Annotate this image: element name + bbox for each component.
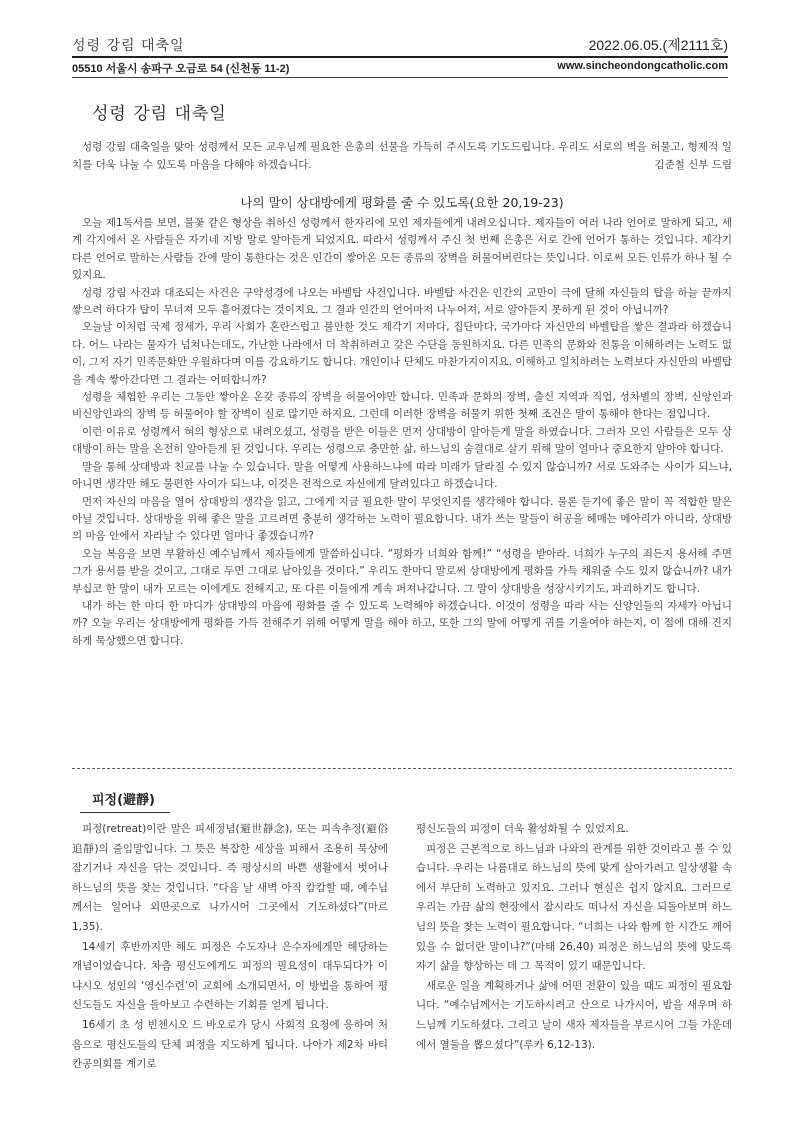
section-paragraph: 새로운 일을 계획하거나 삶에 어떤 전환이 있을 때도 피정이 필요합니다. “예수님께서는 기도하시려고 산으로 나가시어, 밤을 새우며 하느님께 기도하셨다. 그리고 날이 새자 제자들을 부르시어 그들 가운데에서 열둘을 뽑으셨다”(루카 6,12-13). xyxy=(416,979,732,1051)
sermon-paragraph: 오늘날 이처럼 국제 정세가, 우리 사회가 혼란스럽고 불안한 것도 제각기 저마다, 집단마다, 국가마다 자신만의 바벨탑을 쌓은 결과라 하겠습니다. 어느 나라는 물자가 넘쳐나는데도, 가난한 나라에서 더 착취하려고 갖은 수단을 동원하지요. 다른 민족의 문화와 전통을 이해하려는 노력도 없이, 그저 자기 민족문화만 우월하다며 이를 강요하기도 합니다. 개인이나 단체도 마찬가지이지요. 이해하고 일치하려는 노력보다 자신만의 바벨탑을 계속 쌓아간다면 그 결과는 어떠합니까? xyxy=(72,321,732,386)
sermon-paragraph: 오늘 제1독서를 보면, 불꽃 같은 형상을 취하신 성령께서 한자리에 모인 제자들에게 내려오십니다. 제자들이 여러 나라 언어로 말하게 되고, 세계 각지에서 온 사람들은 자기네 지방 말로 알아듣게 되었지요. 따라서 성령께서 주신 첫 번째 은총은 서로 간에 언어가 통하는 것입니다. 제각기 다른 언어로 말하는 사람들 간에 말이 통한다는 것은 인간이 쌓아온 모든 종류의 장벽을 허물어버린다는 뜻입니다. 이로써 모든 인류가 하나 될 수 있지요. xyxy=(72,217,732,282)
section-column-left xyxy=(72,820,388,1075)
intro-signature: 김준철 신부 드림 xyxy=(654,159,732,171)
sermon-paragraph: 먼저 자신의 마음을 열어 상대방의 생각을 읽고, 그에게 지금 필요한 말이 무엇인지를 생각해야 합니다. 물론 듣기에 좋은 말이 꼭 적합한 말은 아닐 것입니다. 상대방을 위해 좋은 말을 고르려면 충분히 생각하는 노력이 필요합니다. 내가 쓰는 말들이 허공을 헤매는 메아리가 아니라, 상대방의 마음 안에서 자라날 수 있다면 얼마나 좋겠습니까? xyxy=(72,495,732,543)
sermon-paragraph: 말을 통해 상대방과 친교를 나눌 수 있습니다. 말을 어떻게 사용하느냐에 따라 미래가 달라질 수 있지 않습니까? 서로 도와주는 사이가 되느냐, 아니면 생각만 해도 불편한 사이가 되느냐, 이것은 전적으로 자신에게 달려있다고 하겠습니다. xyxy=(72,460,732,491)
section-paragraph: 16세기 초 성 빈첸시오 드 바오로가 당시 사회적 요청에 응하여 처음으로 평신도들의 단체 피정을 지도하게 됩니다. 나아가 제2차 바티칸공의회를 계기로 xyxy=(72,1018,388,1071)
section-paragraph: 피정(retreat)이란 말은 피세정념(避世靜念), 또는 피속추정(避俗追靜)의 줄임말입니다. 그 뜻은 복잡한 세상을 피해서 조용히 묵상에 잠기거나 자신을 닦는 것입니다. 즉 평상시의 바쁜 생활에서 벗어나 하느님의 뜻을 찾는 것입니다. “다음 날 새벽 아직 캄캄할 때, 예수님께서는 일어나 외딴곳으로 나가시어 그곳에서 기도하셨다”(마르 1,35). xyxy=(72,823,388,933)
sermon-body xyxy=(72,215,732,650)
intro-text: 성령 강림 대축일을 맞아 성령께서 모든 교우님께 필요한 은총의 선물을 가득히 주시도록 기도드립니다. 우리도 서로의 벽을 허물고, 형제적 일치를 더욱 나눌 수 있도록 마음을 다해야 하겠습니다. xyxy=(72,141,732,171)
sermon-title-text: 나의 말이 상대방에게 평화를 줄 수 있도록 xyxy=(240,195,470,210)
sermon-paragraph: 성령 강림 사건과 대조되는 사건은 구약성경에 나오는 바벨탑 사건입니다. 바벨탑 사건은 인간의 교만이 극에 달해 자신들의 탑을 하늘 끝까지 쌓으려 하다가 탑이 무너져 모두 흩어졌다는 것이지요. 그 결과 인간의 언어마저 나누어져, 서로 알아듣지 못하게 된 것이 아닙니까? xyxy=(72,286,732,317)
section-paragraph: 피정은 근본적으로 하느님과 나와의 관계를 위한 것이라고 볼 수 있습니다. 우리는 나름대로 하느님의 뜻에 맞게 살아가려고 일상생활 속에서 부단히 노력하고 있지요. 그러나 현실은 쉽지 않지요. 그러므로 우리는 가끔 삶의 현장에서 잠시라도 떠나서 자신을 되돌아보며 하느님의 뜻을 찾는 노력이 필요합니다. “너희는 나와 함께 한 시간도 깨어 있을 수 없더란 말이냐?”(마태 26,40) 피정은 하느님의 뜻에 맞도록 자기 삶을 향상하는 데 그 목적이 있기 때문입니다. xyxy=(416,842,733,973)
sermon-title xyxy=(72,193,732,211)
section-divider xyxy=(72,768,732,769)
section-title-underline xyxy=(80,812,170,813)
section-paragraph: 평신도들의 피정이 더욱 활성화될 수 있었지요. xyxy=(416,823,629,835)
header-rule xyxy=(72,56,728,58)
bulletin-title: 성령 강림 대축일 xyxy=(72,38,185,54)
section-title: 피정(避靜) xyxy=(92,793,155,808)
section-column-right xyxy=(416,820,732,1055)
parish-address: 05510 서울시 송파구 오금로 54 (신천동 11-2) xyxy=(72,63,290,75)
sermon-paragraph: 내가 하는 한 마디 한 마디가 상대방의 마음에 평화를 줄 수 있도록 노력해야 하겠습니다. 이것이 성령을 따라 사는 신앙인들의 자세가 아닙니까? 오늘 우리는 상대방에게 평화를 가득 전해주기 위해 어떻게 말을 해야 하고, 또한 그의 말에 어떻게 귀를 기울여야 하는지, 이 점에 대해 진지하게 묵상했으면 합니다. xyxy=(72,599,732,647)
sermon-paragraph: 오늘 복음을 보면 부활하신 예수님께서 제자들에게 말씀하십니다. “평화가 너희와 함께!” “성령을 받아라. 너희가 누구의 죄든지 용서해 주면 그가 용서를 받을 것이고, 그대로 두면 그대로 남아있을 것이다.” 우리도 한마디 말로써 상대방에게 평화를 가득 채워줄 수도 있지 않습니까? 내가 부십코 한 말이 내가 모르는 이에게도 전해지고, 또 다른 이들에게 계속 퍼져나갑니다. 그 말이 상대방을 성장시키기도, 파괴하기도 합니다. xyxy=(72,547,732,595)
sermon-paragraph: 성령을 체험한 우리는 그동안 쌓아온 온갖 종류의 장벽을 허물어야만 합니다. 민족과 문화의 장벽, 출신 지역과 직업, 성차별의 장벽, 신앙인과 비신앙인과의 장벽 등 허물어야 할 장벽이 실로 많기만 하지요. 그런데 이러한 장벽을 허물기 위한 첫째 조건은 말이 통해야 한다는 점입니다. xyxy=(72,391,732,421)
section-paragraph: 14세기 후반까지만 해도 피정은 수도자나 은수자에게만 해당하는 개념이었습니다. 차츰 평신도에게도 피정의 필요성이 대두되다가 이냐시오 성인의 ‘영신수련’이 교회에 소개되면서, 이 방법을 통하여 평신도들도 자신을 돌아보고 수련하는 기회를 얻게 됩니다. xyxy=(72,940,388,1012)
sermon-paragraph: 이런 이유로 성령께서 혀의 형상으로 내려오셨고, 성령을 받은 이들은 먼저 상대방이 알아듣게 말을 하였습니다. 그러자 모인 사람들은 모두 상대방이 하는 말을 온전히 알아듣게 된 것입니다. 우리는 성령으로 충만한 삶, 하느님의 숨결대로 살기 위해 말이 얼마나 중요한지 알아야 합니다. xyxy=(72,425,732,456)
page-title: 성령 강림 대축일 xyxy=(92,104,227,124)
header-subrule xyxy=(72,77,728,78)
issue-date: 2022.06.05.(제2111호) xyxy=(588,37,728,53)
sermon-reference: (요한 20,19-23) xyxy=(469,195,564,210)
parish-website[interactable]: www.sincheondongcatholic.com xyxy=(557,60,728,72)
intro-message xyxy=(72,138,732,174)
